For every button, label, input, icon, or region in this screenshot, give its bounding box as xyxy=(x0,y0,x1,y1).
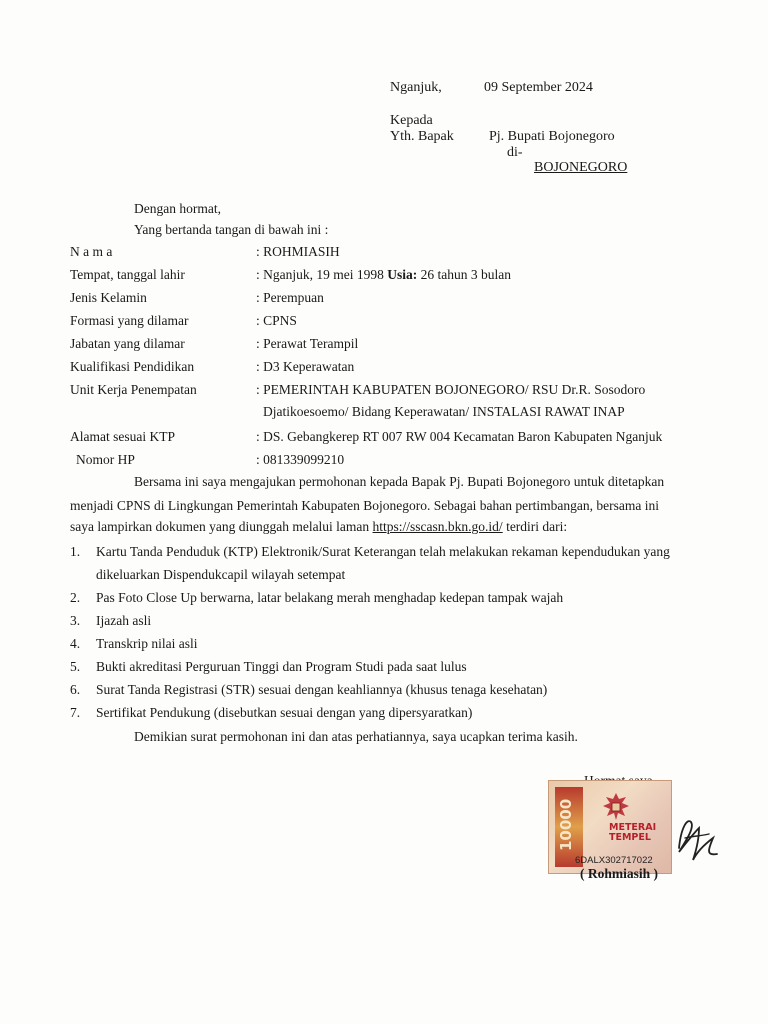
body-line-3 xyxy=(70,519,567,535)
list-number: 5. xyxy=(70,659,81,674)
stamp-label: METERAI TEMPEL xyxy=(609,822,657,843)
body-line-3-end: terdiri dari: xyxy=(502,519,568,534)
body-line-2: menjadi CPNS di Lingkungan Pemerintah Kabupaten Bojonegoro. Sebagai bahan pertimbangan, bersama ini xyxy=(70,498,659,513)
intro-line: Yang bertanda tangan di bawah ini : xyxy=(134,222,329,237)
meterai-stamp xyxy=(548,780,672,874)
list-number: 2. xyxy=(70,590,81,605)
letter-date: 09 September 2024 xyxy=(484,80,593,95)
field-value-gender: : Perempuan xyxy=(256,290,324,305)
list-text: Surat Tanda Registrasi (STR) sesuai dengan keahliannya (khusus tenaga kesehatan) xyxy=(96,682,548,697)
list-number: 6. xyxy=(70,682,81,697)
list-item xyxy=(70,590,563,606)
field-value-position: : Perawat Terampil xyxy=(256,336,359,351)
field-value-phone: : 081339099210 xyxy=(256,452,345,467)
field-value-address: : DS. Gebangkerep RT 007 RW 004 Kecamatan Baron Kabupaten Nganjuk xyxy=(256,429,663,444)
field-value-formation: : CPNS xyxy=(256,313,297,328)
field-label-gender: Jenis Kelamin xyxy=(70,290,147,305)
field-value-name: : ROHMIASIH xyxy=(256,244,340,259)
list-item xyxy=(70,613,151,629)
body-line-3-text: saya lampirkan dokumen yang diunggah melalui laman xyxy=(70,519,373,534)
field-value-education: : D3 Keperawatan xyxy=(256,359,355,374)
field-value-birth xyxy=(256,267,511,283)
stamp-code: 6DALX302717022 xyxy=(575,855,653,866)
list-number: 3. xyxy=(70,613,81,628)
list-text: Pas Foto Close Up berwarna, latar belakang merah menghadap kedepan tampak wajah xyxy=(96,590,564,605)
field-value-work-unit: : PEMERINTAH KABUPATEN BOJONEGORO/ RSU Dr.R. Sosodoro xyxy=(256,382,646,397)
recipient-title: Pj. Bupati Bojonegoro xyxy=(489,129,615,144)
list-item xyxy=(70,544,670,560)
list-text: Kartu Tanda Penduduk (KTP) Elektronik/Surat Keterangan telah melakukan rekaman kependudukan yang xyxy=(96,544,670,559)
list-item xyxy=(70,659,467,675)
sscasn-link[interactable]: https://sscasn.bkn.go.id/ xyxy=(372,519,503,534)
field-label-position: Jabatan yang dilamar xyxy=(70,336,185,351)
field-value-work-unit-cont: Djatikoesoemo/ Bidang Keperawatan/ INSTALASI RAWAT INAP xyxy=(263,404,625,419)
kepada-label: Kepada xyxy=(390,113,433,128)
body-line-1: Bersama ini saya mengajukan permohonan kepada Bapak Pj. Bupati Bojonegoro untuk ditetapkan xyxy=(134,474,665,489)
list-text-cont: dikeluarkan Dispendukcapil wilayah setempat xyxy=(96,567,346,582)
signature-icon xyxy=(665,808,725,868)
list-text: Transkrip nilai asli xyxy=(96,636,198,651)
list-item xyxy=(70,705,472,721)
list-text: Sertifikat Pendukung (disebutkan sesuai dengan yang dipersyaratkan) xyxy=(96,705,473,720)
list-item xyxy=(70,682,547,698)
salutation: Dengan hormat, xyxy=(134,201,221,216)
field-label-name: N a m a xyxy=(70,244,113,259)
list-number: 4. xyxy=(70,636,81,651)
closing-text: Demikian surat permohonan ini dan atas perhatiannya, saya ucapkan terima kasih. xyxy=(134,729,578,744)
field-label-formation: Formasi yang dilamar xyxy=(70,313,189,328)
field-label-education: Kualifikasi Pendidikan xyxy=(70,359,195,374)
list-number: 7. xyxy=(70,705,81,720)
field-label-birth: Tempat, tanggal lahir xyxy=(70,267,185,282)
yth-label: Yth. Bapak xyxy=(390,129,454,144)
list-text: Ijazah asli xyxy=(96,613,152,628)
list-item xyxy=(70,636,198,652)
list-text: Bukti akreditasi Perguruan Tinggi dan Program Studi pada saat lulus xyxy=(96,659,467,674)
list-number: 1. xyxy=(70,544,81,559)
di-label: di- xyxy=(507,145,523,160)
destination-city: BOJONEGORO xyxy=(534,160,628,175)
list-item-cont xyxy=(96,567,345,583)
age-label: Usia: xyxy=(387,267,418,282)
birth-place-date: : Nganjuk, 19 mei 1998 xyxy=(256,267,388,282)
field-label-address: Alamat sesuai KTP xyxy=(70,429,175,444)
field-label-phone: Nomor HP xyxy=(76,452,135,467)
signatory-name: ( Rohmiasih ) xyxy=(580,866,659,881)
field-label-work-unit: Unit Kerja Penempatan xyxy=(70,382,197,397)
age-value: 26 tahun 3 bulan xyxy=(417,267,511,282)
stamp-nominal: 10000 xyxy=(557,798,575,851)
city-label: Nganjuk, xyxy=(390,80,442,95)
garuda-emblem-icon xyxy=(599,789,633,823)
